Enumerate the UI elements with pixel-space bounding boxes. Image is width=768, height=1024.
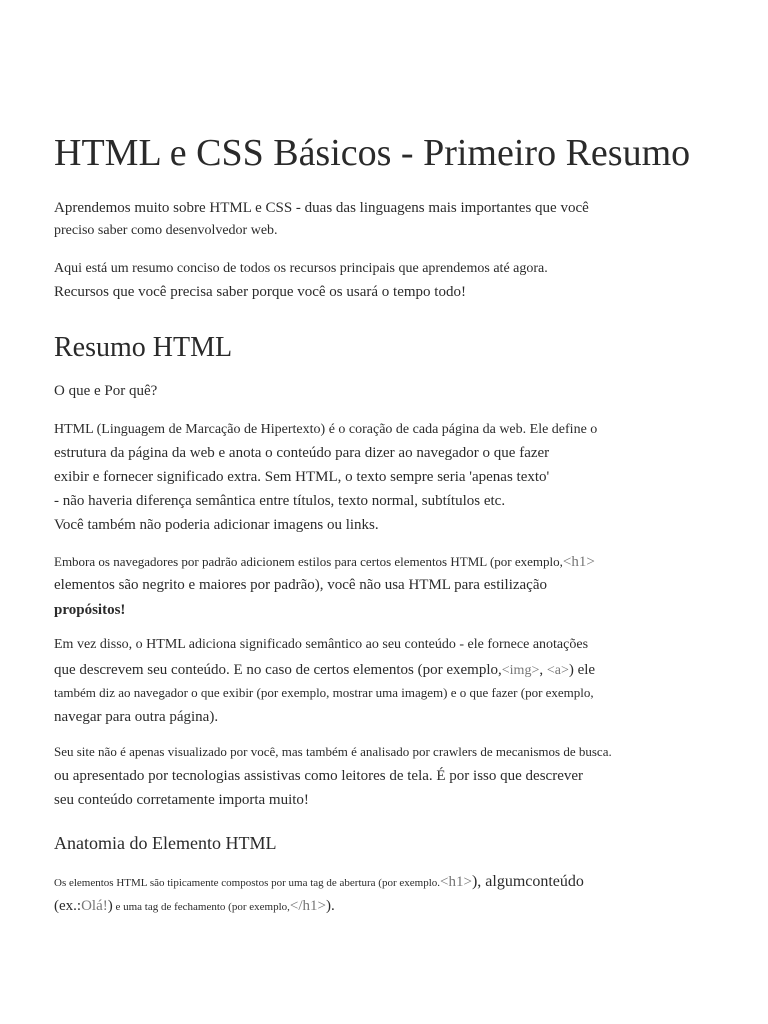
html-paragraph-4-line-1: Seu site não é apenas visualizado por você, mas também é analisado por crawlers de mecanismos de busca. bbox=[54, 744, 612, 759]
section-heading-anatomy: Anatomia do Elemento HTML bbox=[54, 833, 277, 853]
inline-separator: , bbox=[539, 662, 547, 678]
html-paragraph-1-line-1: HTML (Linguagem de Marcação de Hipertexto) é o coração de cada página da web. Ele define o bbox=[54, 422, 598, 437]
html-paragraph-2-line-1 bbox=[54, 554, 595, 570]
intro-paragraph-2-line-2: Recursos que você precisa saber porque você os usará o tempo todo! bbox=[54, 284, 466, 300]
inline-code-h1-close: </h1> bbox=[289, 898, 326, 914]
html-paragraph-1-line-4: - não haveria diferença semântica entre títulos, texto normal, subtítulos etc. bbox=[54, 493, 506, 509]
html-paragraph-1-line-2: estrutura da página da web e anota o conteúdo para dizer ao navegador o que fazer bbox=[54, 445, 550, 461]
section-subheading-what-why: O que e Por quê? bbox=[54, 383, 158, 399]
html-paragraph-1-line-3: exibir e fornecer significado extra. Sem HTML, o texto sempre seria 'apenas texto' bbox=[54, 469, 550, 485]
anatomy-text-paren: ) bbox=[107, 898, 113, 914]
anatomy-text-ex: (ex.: bbox=[54, 898, 82, 914]
html-paragraph-2-text: Embora os navegadores por padrão adicionem estilos para certos elementos HTML (por exemplo, bbox=[54, 554, 563, 569]
anatomy-text-closing-small: e uma tag de fechamento (por exemplo, bbox=[112, 901, 290, 913]
inline-code-h1-open: <h1> bbox=[440, 874, 472, 890]
anatomy-text-big: ), algumconteúdo bbox=[471, 873, 584, 890]
html-paragraph-3-line-1: Em vez disso, o HTML adiciona significado semântico ao seu conteúdo - ele fornece anotações bbox=[54, 637, 589, 652]
html-paragraph-2-line-3 bbox=[54, 603, 125, 618]
intro-paragraph-1-line-2: preciso saber como desenvolvedor web. bbox=[54, 223, 278, 238]
html-paragraph-4-line-3: seu conteúdo corretamente importa muito! bbox=[54, 792, 309, 808]
anatomy-paragraph-line-1 bbox=[54, 874, 584, 890]
html-paragraph-3-text-a: que descrevem seu conteúdo. E no caso de certos elementos (por exemplo, bbox=[54, 662, 502, 678]
html-paragraph-2-line-2: elementos são negrito e maiores por padrão), você não usa HTML para estilização bbox=[54, 577, 548, 593]
html-paragraph-3-text-b: ) ele bbox=[568, 662, 596, 678]
intro-paragraph-2-line-1: Aqui está um resumo conciso de todos os recursos principais que aprendemos até agora. bbox=[54, 261, 548, 276]
inline-code-img: <img> bbox=[501, 663, 540, 678]
section-heading-html: Resumo HTML bbox=[54, 332, 233, 363]
html-paragraph-3-line-2 bbox=[54, 662, 595, 678]
inline-code-a: <a> bbox=[546, 663, 569, 678]
html-paragraph-3-line-4: navegar para outra página). bbox=[54, 709, 219, 725]
inline-code-h1: <h1> bbox=[562, 554, 595, 570]
html-paragraph-1-line-5: Você também não poderia adicionar imagens ou links. bbox=[54, 517, 379, 533]
html-paragraph-4-line-2: ou apresentado por tecnologias assistivas como leitores de tela. É por isso que descrever bbox=[54, 768, 584, 784]
html-paragraph-3-line-3: também diz ao navegador o que exibir (por exemplo, mostrar uma imagem) e o que fazer (por exemplo, bbox=[54, 685, 594, 700]
anatomy-text-end: ). bbox=[325, 898, 335, 914]
intro-paragraph-1-line-1: Aprendemos muito sobre HTML e CSS - duas das linguagens mais importantes que você bbox=[54, 200, 589, 216]
page-title: HTML e CSS Básicos - Primeiro Resumo bbox=[54, 132, 691, 174]
bold-text-propositos: propósitos! bbox=[54, 602, 126, 618]
anatomy-paragraph-line-2 bbox=[54, 898, 335, 914]
inline-code-ola: Olá! bbox=[81, 898, 108, 914]
anatomy-text-small: Os elementos HTML são tipicamente compostos por uma tag de abertura (por exemplo. bbox=[54, 877, 441, 889]
